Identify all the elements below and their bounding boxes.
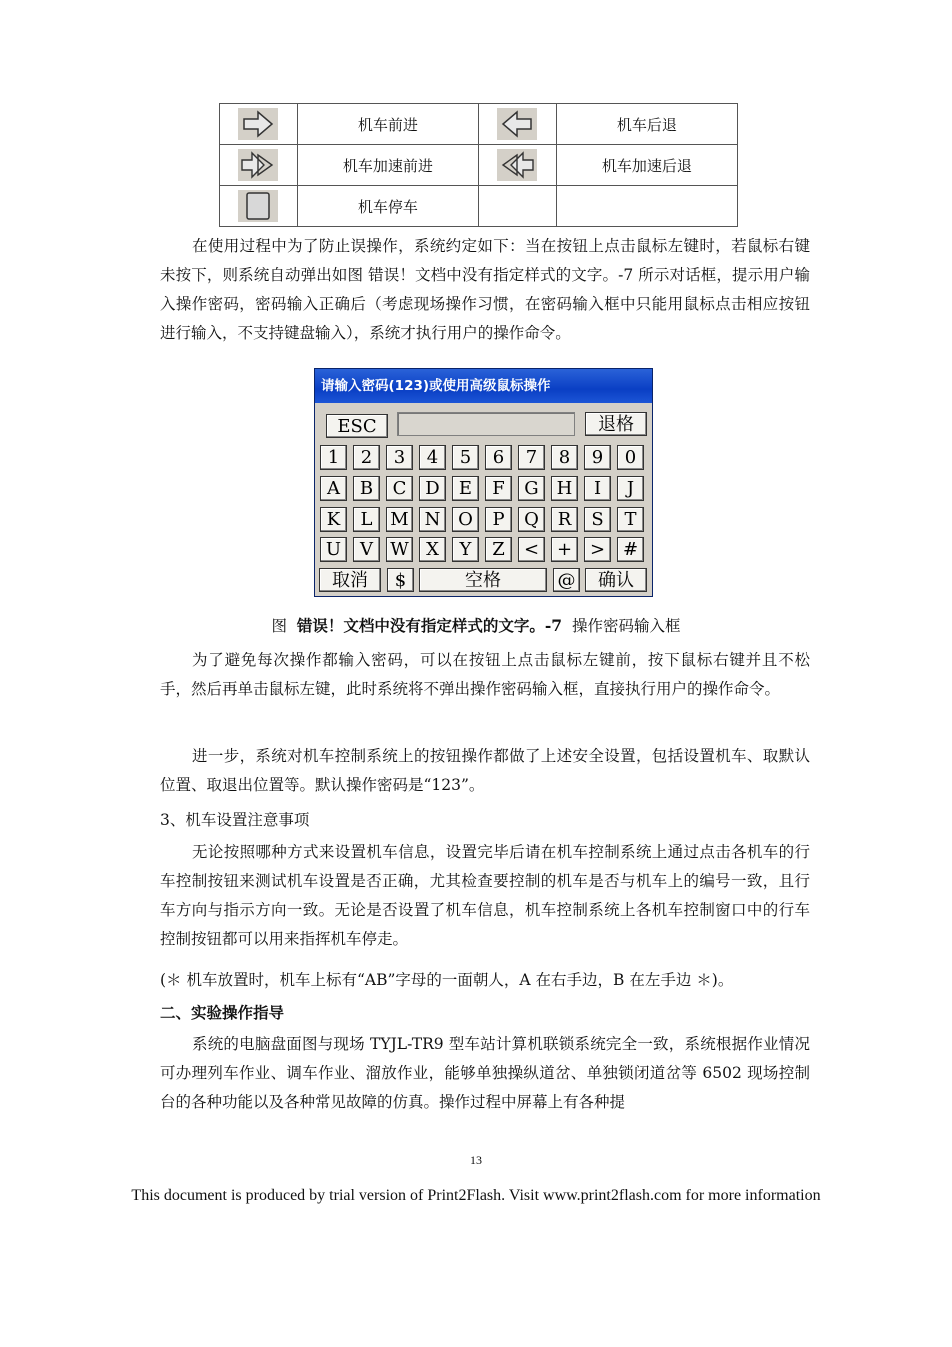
accelerate-forward-label: 机车加速前进 xyxy=(297,145,478,186)
keyboard-key[interactable]: 6 xyxy=(485,445,512,470)
keyboard-key[interactable]: Y xyxy=(452,537,479,562)
paragraph-skip-password: 为了避免每次操作都输入密码，可以在按钮上点击鼠标左键前，按下鼠标右键并且不松手，然后再单击鼠标左键，此时系统将不弹出操作密码输入框，直接执行用户的操作命令。 xyxy=(160,651,810,698)
at-key[interactable]: @ xyxy=(553,568,580,592)
keyboard-key[interactable]: B xyxy=(353,476,380,501)
keyboard-key[interactable]: 4 xyxy=(419,445,446,470)
keyboard-key[interactable]: N xyxy=(419,507,446,532)
page-number: 13 xyxy=(470,1153,482,1167)
accelerate-backward-label: 机车加速后退 xyxy=(556,145,737,186)
keyboard-key[interactable]: X xyxy=(419,537,446,562)
empty-label-cell xyxy=(556,186,737,227)
esc-button[interactable]: ESC xyxy=(326,414,388,438)
backward-label: 机车后退 xyxy=(556,104,737,145)
keyboard-key[interactable]: I xyxy=(584,476,611,501)
keyboard-key[interactable]: L xyxy=(353,507,380,532)
arrow-right-icon xyxy=(238,108,278,140)
keyboard-key[interactable]: 9 xyxy=(584,445,611,470)
double-arrow-right-icon xyxy=(238,149,278,181)
keyboard-key[interactable]: F xyxy=(485,476,512,501)
keyboard-key[interactable]: # xyxy=(617,537,644,562)
keyboard-key[interactable]: < xyxy=(518,537,545,562)
keyboard-key[interactable]: V xyxy=(353,537,380,562)
arrow-left-cell xyxy=(478,104,556,145)
keyboard-key[interactable]: > xyxy=(584,537,611,562)
figure-caption xyxy=(0,614,952,636)
double-arrow-left-icon xyxy=(497,149,537,181)
keyboard-key[interactable]: C xyxy=(386,476,413,501)
keyboard-key[interactable]: 5 xyxy=(452,445,479,470)
confirm-button[interactable]: 确认 xyxy=(585,568,647,592)
arrow-right-cell xyxy=(220,104,298,145)
keyboard-key[interactable]: + xyxy=(551,537,578,562)
stop-label: 机车停车 xyxy=(297,186,478,227)
paragraph-placement-note: (＊ 机车放置时，机车上标有“AB”字母的一面朝人，A 在右手边，B 在左手边 ＊)。 xyxy=(160,971,734,989)
keyboard-key[interactable]: E xyxy=(452,476,479,501)
paragraph-security-settings: 进一步，系统对机车控制系统上的按钮操作都做了上述安全设置，包括设置机车、取默认位置、取退出位置等。默认操作密码是“123”。 xyxy=(160,747,810,794)
keyboard-key[interactable]: T xyxy=(617,507,644,532)
forward-label: 机车前进 xyxy=(297,104,478,145)
backspace-button[interactable]: 退格 xyxy=(585,412,647,436)
keyboard-key[interactable]: 1 xyxy=(320,445,347,470)
keyboard-key[interactable]: 7 xyxy=(518,445,545,470)
keyboard-key[interactable]: M xyxy=(386,507,413,532)
keyboard-key[interactable]: Q xyxy=(518,507,545,532)
password-display xyxy=(397,412,575,436)
caption-prefix: 图 xyxy=(271,617,288,635)
arrow-left-icon xyxy=(497,108,537,140)
keyboard-key[interactable]: R xyxy=(551,507,578,532)
keyboard-key[interactable]: W xyxy=(386,537,413,562)
double-arrow-right-cell xyxy=(220,145,298,186)
keyboard-key[interactable]: 2 xyxy=(353,445,380,470)
double-arrow-left-cell xyxy=(478,145,556,186)
dialog-title: 请输入密码(123)或使用高级鼠标操作 xyxy=(315,369,652,403)
empty-icon-cell xyxy=(478,186,556,227)
trial-footer: This document is produced by trial version of Print2Flash. Visit www.print2flash.com for more information xyxy=(131,1187,821,1204)
caption-error-text: 错误！文档中没有指定样式的文字。-7 xyxy=(296,616,563,635)
caption-suffix: 操作密码输入框 xyxy=(571,617,681,635)
paragraph-password-rule: 在使用过程中为了防止误操作，系统约定如下：当在按钮上点击鼠标左键时，若鼠标右键未按下，则系统自动弹出如图 错误！文档中没有指定样式的文字。-7 所示对话框，提示用户输入操作密码，密码输入正确后（考虑现场操作习惯，在密码输入框中只能用鼠标点击相应按钮进行输入，不支持键盘输入），系统才执行用户的操作命令。 xyxy=(160,237,810,342)
keyboard-key[interactable]: P xyxy=(485,507,512,532)
section-heading-3: 3、机车设置注意事项 xyxy=(160,811,310,829)
section-heading-two: 二、实验操作指导 xyxy=(160,1003,285,1022)
keyboard-key[interactable]: G xyxy=(518,476,545,501)
stop-square-icon xyxy=(238,190,278,222)
paragraph-experiment-guide: 系统的电脑盘面图与现场 TYJL-TR9 型车站计算机联锁系统完全一致，系统根据作业情况可办理列车作业、调车作业、溜放作业，能够单独操纵道岔、单独锁闭道岔等 6502 现场控制台的各种功能以及各种常见故障的仿真。操作过程中屏幕上有各种提 xyxy=(160,1035,810,1111)
keyboard-key[interactable]: 0 xyxy=(617,445,644,470)
keyboard-key[interactable]: O xyxy=(452,507,479,532)
keyboard-key[interactable]: S xyxy=(584,507,611,532)
cancel-button[interactable]: 取消 xyxy=(319,568,381,592)
keyboard-key[interactable]: Z xyxy=(485,537,512,562)
keyboard-key[interactable]: U xyxy=(320,537,347,562)
control-button-table xyxy=(219,103,738,227)
keyboard-key[interactable]: A xyxy=(320,476,347,501)
keyboard-key[interactable]: 8 xyxy=(551,445,578,470)
paragraph-locomotive-notes: 无论按照哪种方式来设置机车信息，设置完毕后请在机车控制系统上通过点击各机车的行车控制按钮来测试机车设置是否正确，尤其检查要控制的机车是否与机车上的编号一致，且行车方向与指示方向一致。无论是否设置了机车信息，机车控制系统上各机车控制窗口中的行车控制按钮都可以用来指挥机车停走。 xyxy=(160,843,810,948)
stop-cell xyxy=(220,186,298,227)
keyboard-key[interactable]: K xyxy=(320,507,347,532)
keyboard-key[interactable]: D xyxy=(419,476,446,501)
space-button[interactable]: 空格 xyxy=(419,568,547,592)
keyboard-key[interactable]: H xyxy=(551,476,578,501)
keyboard-key[interactable]: 3 xyxy=(386,445,413,470)
keyboard-key[interactable]: J xyxy=(617,476,644,501)
dollar-key[interactable]: $ xyxy=(387,568,414,592)
password-dialog xyxy=(314,368,653,597)
